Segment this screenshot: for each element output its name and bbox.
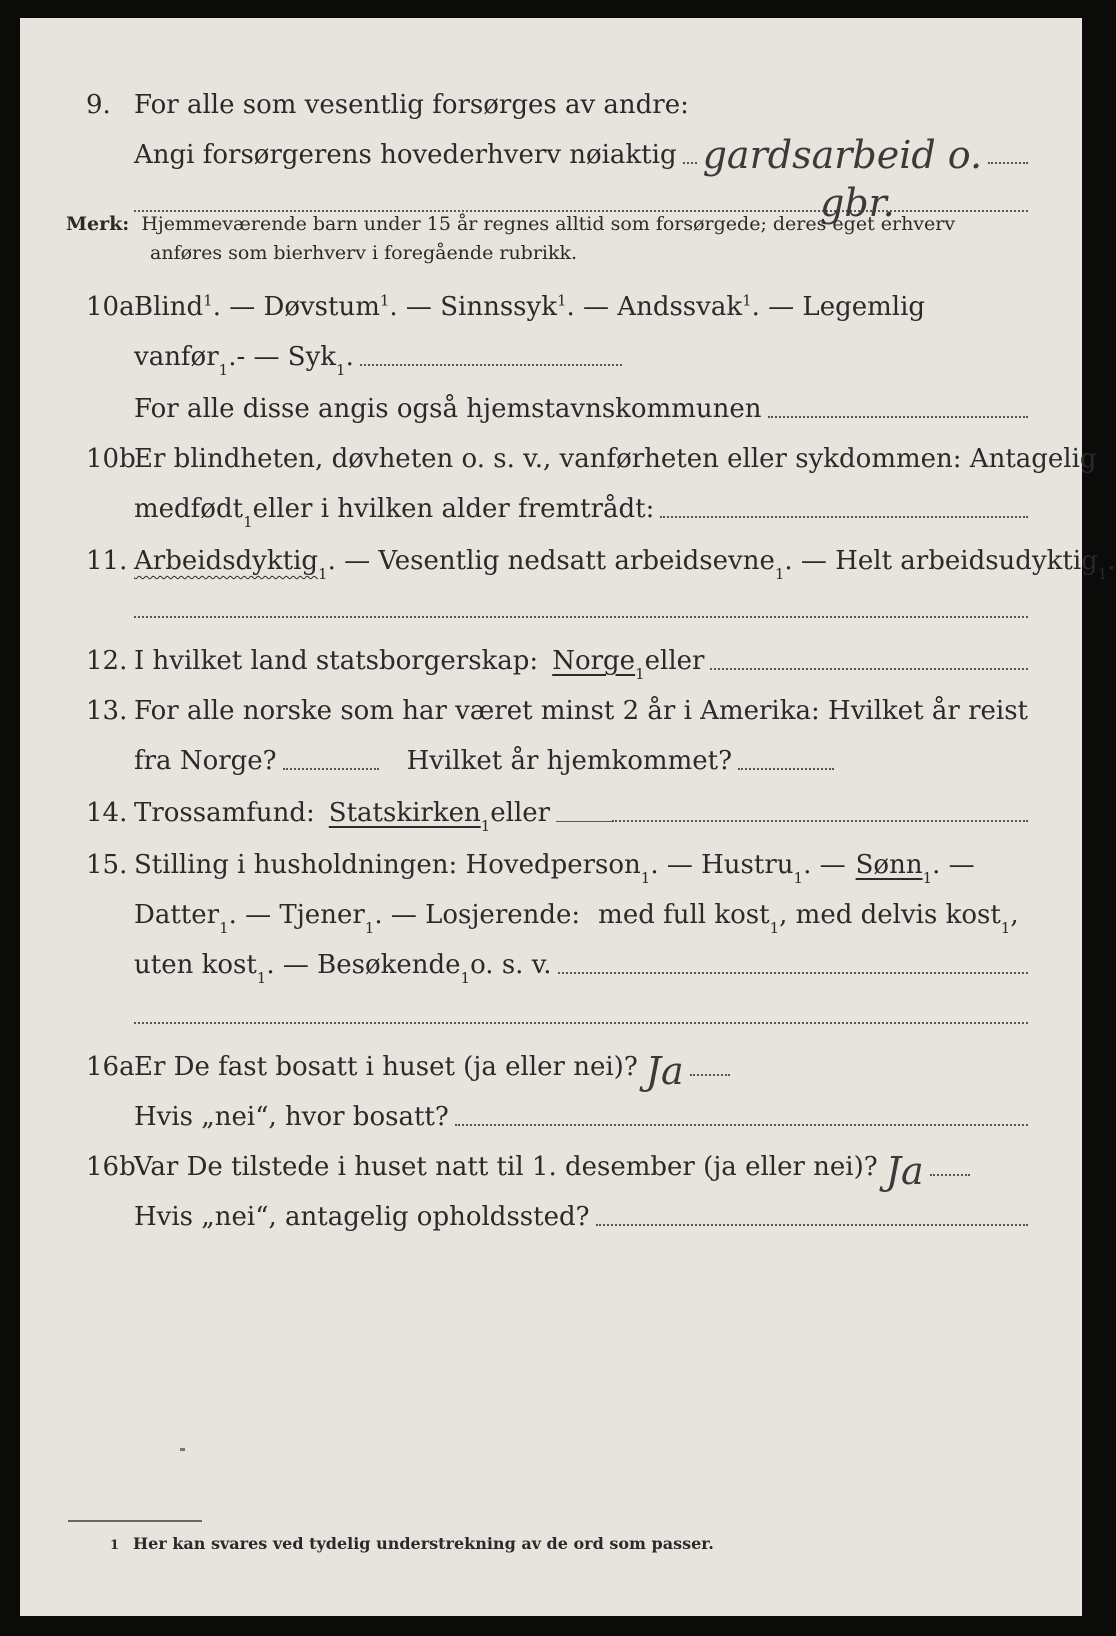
- q16b-answer-handwriting: Ja: [885, 1149, 924, 1193]
- q10a-line1: 10a Blind$^1$. — Døvstum$^1$. — Sinnssyk$^1$. — Andssvak$^1$. — Legemlig: [86, 291, 926, 322]
- q15-hovedperson: Stilling i husholdningen: Hovedperson: [134, 850, 641, 880]
- q9-line2: [20, 128, 1082, 177]
- footnote: [110, 1534, 714, 1553]
- q13-text: For alle norske som har været minst 2 år i Amerika: Hvilket år reist: [134, 696, 1028, 726]
- q10a-andssvak: . — Andssvak: [566, 292, 743, 322]
- q10a-hjemstavn: For alle disse angis også hjemstavnskommunen: [134, 394, 762, 424]
- q15-blank-line: [20, 988, 1082, 1028]
- q16b-line2: [20, 1190, 1082, 1230]
- ink-speck: [180, 1448, 185, 1451]
- q12-number: 12.: [86, 646, 128, 676]
- q13-hjemkommet: Hvilket år hjemkommet?: [406, 746, 733, 776]
- q10b-line1: [20, 432, 1097, 474]
- q11-nedsatt: . — Vesentlig nedsatt arbeidsevne: [327, 546, 775, 576]
- q10a-line2: vanfør 1 .- — Syk 1 .: [20, 330, 1082, 370]
- q14-line: 14. Trossamfund: Statskirken 1 eller: [20, 786, 1082, 826]
- q13-line1: [20, 684, 1082, 724]
- q16b-text: Var De tilstede i huset natt til 1. desember (ja eller nei)?: [134, 1152, 878, 1182]
- q9-answer-handwriting-2: gbr.: [820, 181, 895, 225]
- q11-blank-line: [20, 582, 1082, 622]
- q11-arbeidsdyktig: Arbeidsdyktig: [134, 546, 319, 576]
- q10a-blind: Blind: [134, 292, 204, 322]
- q15-sonn: Sønn: [855, 850, 923, 880]
- q12-text: I hvilket land statsborgerskap:: [134, 646, 539, 676]
- q15-besokende: . — Besøkende: [266, 950, 461, 980]
- q12-norge: Norge: [552, 646, 636, 676]
- q15-losjerende: . — Losjerende:: [374, 900, 581, 930]
- q9-number: 9.: [86, 90, 111, 120]
- q10a-number: 10a: [86, 292, 135, 322]
- q11-line: 11. Arbeidsdyktig 1 . — Vesentlig nedsatt arbeidsevne 1 . — Helt arbeidsudyktig 1 .: [86, 546, 1116, 583]
- footnote-mark: 1: [110, 1538, 120, 1553]
- q15-delvis-kost: , med delvis kost: [779, 900, 1001, 930]
- q13-reist: fra Norge?: [134, 746, 277, 776]
- q13-line2: [20, 734, 1082, 774]
- q16a-line2: [20, 1090, 1082, 1130]
- q16a-text: Er De fast bosatt i huset (ja eller nei)?: [134, 1052, 638, 1082]
- q16b-number: 16b: [86, 1152, 136, 1182]
- q11-number: 11.: [86, 546, 128, 576]
- census-form-page: [20, 18, 1116, 1616]
- q10a-legemlig: . — Legemlig: [751, 292, 926, 322]
- q14-text: Trossamfund:: [134, 798, 315, 828]
- q15-number: 15.: [86, 850, 128, 880]
- q16b-opholdssted: Hvis „nei“, antagelig opholdssted?: [134, 1202, 590, 1232]
- q9-text: For alle som vesentlig forsørges av andre:: [134, 90, 689, 120]
- q12-line: 12. I hvilket land statsborgerskap: Norge 1 eller: [20, 634, 1082, 674]
- q16b-line1: [20, 1140, 1082, 1193]
- q11-udyktig: . — Helt arbeidsudyktig: [784, 546, 1098, 576]
- q15-full-kost: med full kost: [598, 900, 770, 930]
- q15-tjener: . — Tjener: [228, 900, 365, 930]
- q16a-number: 16a: [86, 1052, 135, 1082]
- q10b-alder: eller i hvilken alder fremtrådt:: [252, 494, 655, 524]
- q12-eller: eller: [644, 646, 705, 676]
- q9-prompt: Angi forsørgerens hovederhverv nøiaktig: [134, 140, 677, 170]
- q10a-dovstum: . — Døvstum: [212, 292, 380, 322]
- q15-uten-kost: uten kost: [134, 950, 257, 980]
- q16a-line1: [20, 1040, 1082, 1093]
- q15-osv: o. s. v.: [470, 950, 552, 980]
- q15-datter: Datter: [134, 900, 220, 930]
- q15-line3: uten kost 1 . — Besøkende 1 o. s. v.: [20, 938, 1082, 978]
- merk-label: Merk:: [66, 213, 130, 235]
- q9-answer-handwriting: gardsarbeid o.: [702, 133, 983, 177]
- merk-text-2: anføres som bierhverv i foregående rubrikk.: [150, 242, 578, 264]
- footnote-text: Her kan svares ved tydelig understrekning av de ord som passer.: [133, 1534, 714, 1553]
- q16a-bosatt: Hvis „nei“, hvor bosatt?: [134, 1102, 449, 1132]
- q10a-sinnssyk: . — Sinnssyk: [389, 292, 557, 322]
- q10b-medfodt: medfødt: [134, 494, 244, 524]
- merk-text-1: Hjemmeværende barn under 15 år regnes alltid som forsørgede; deres eget erhverv: [141, 213, 956, 235]
- q10b-number: 10b: [86, 444, 136, 474]
- q15-hustru: . — Hustru: [650, 850, 794, 880]
- q10a-vanfor: vanfør: [134, 342, 219, 372]
- footnote-rule: [68, 1520, 202, 1522]
- merk-note: [66, 210, 1028, 268]
- q15-line2: Datter 1 . — Tjener 1 . — Losjerende: med full kost 1 , med delvis kost 1 ,: [134, 900, 1019, 937]
- q15-line1: 15. Stilling i husholdningen: Hovedperson 1 . — Hustru 1 . — Sønn 1 . —: [86, 850, 975, 887]
- q16a-answer-handwriting: Ja: [645, 1049, 684, 1093]
- q9-line1: [20, 78, 1082, 118]
- q14-eller: eller: [490, 798, 551, 828]
- q13-number: 13.: [86, 696, 128, 726]
- q14-number: 14.: [86, 798, 128, 828]
- q10b-line2: medfødt 1 eller i hvilken alder fremtrådt:: [20, 482, 1082, 522]
- q10a-line3: [20, 382, 1082, 422]
- q10a-syk: .- — Syk: [228, 342, 337, 372]
- q14-statskirken: Statskirken: [328, 798, 481, 828]
- q10b-text: Er blindheten, døvheten o. s. v., vanførheten eller sykdommen: Antagelig: [134, 444, 1097, 474]
